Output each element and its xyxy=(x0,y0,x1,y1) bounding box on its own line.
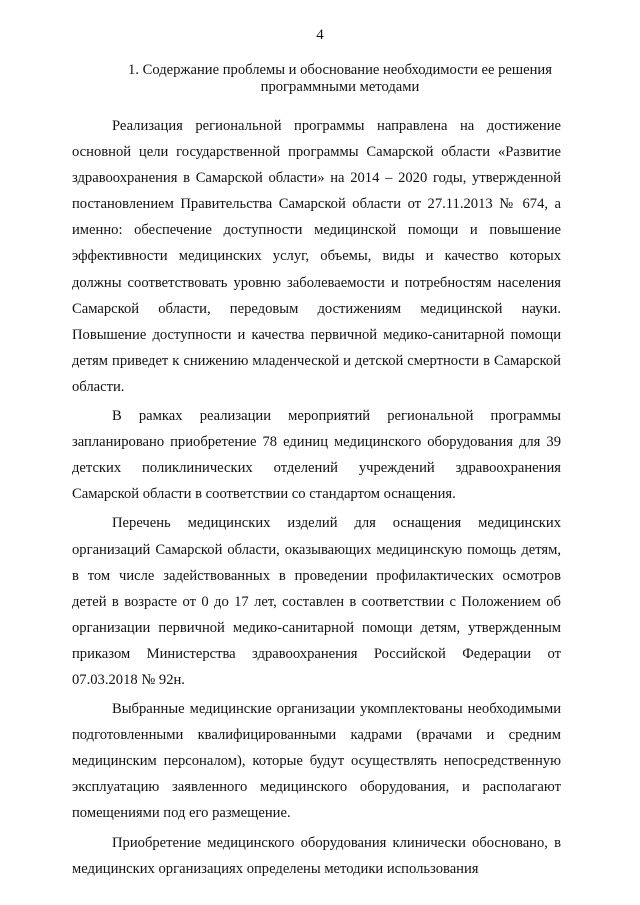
body-text xyxy=(72,113,561,882)
paragraph-clinical-justification: Приобретение медицинского оборудования клинически обосновано, в медицинских организациях определены методики использования xyxy=(72,834,561,877)
paragraph-regional-program-goal: Реализация региональной программы направлена на достижение основной цели государственной программы Самарской области «Развитие здравоохранения в Самарской области» на 2014 – 2020 годы, утвержденной постановлением Правительства Самарской области от 27.11.2013 № 674, а именно: обеспечение доступности медицинской помощи и повышение эффективности медицинских услуг, объемы, виды и качество которых должны соответствовать уровню заболеваемости и потребностям населения Самарской области, передовым достижениям медицинской науки. Повышение доступности и качества первичной медико-санитарной помощи детям приведет к снижению младенческой и детской смертности в Самарской области. xyxy=(72,118,561,395)
paragraph-staffing: Выбранные медицинские организации укомплектованы необходимыми подготовленными квалифицированными кадрами (врачами и средним медицинским персоналом), которые будут осуществлять непосредственную эксплуатацию заявленного медицинского оборудования, и располагают помещениями под его размещение. xyxy=(72,701,561,822)
section-heading: 1. Содержание проблемы и обоснование необходимости ее решения программными методами xyxy=(128,62,552,95)
paragraph-medical-devices-list: Перечень медицинских изделий для оснащения медицинских организаций Самарской области, оказывающих медицинскую помощь детям, в том числе задействованных в проведении профилактических осмотров детей в возрасте от 0 до 17 лет, составлен в соответствии с Положением об организации первичной медико-санитарной помощи детям, утвержденным приказом Министерства здравоохранения Российской Федерации от 07.03.2018 № 92н. xyxy=(72,515,561,688)
page-number: 4 xyxy=(316,27,324,43)
paragraph-equipment-purchase: В рамках реализации мероприятий региональной программы запланировано приобретение 78 единиц медицинского оборудования для 39 детских поликлинических отделений учреждений здравоохранения Самарской области в соответствии со стандартом оснащения. xyxy=(72,408,561,503)
